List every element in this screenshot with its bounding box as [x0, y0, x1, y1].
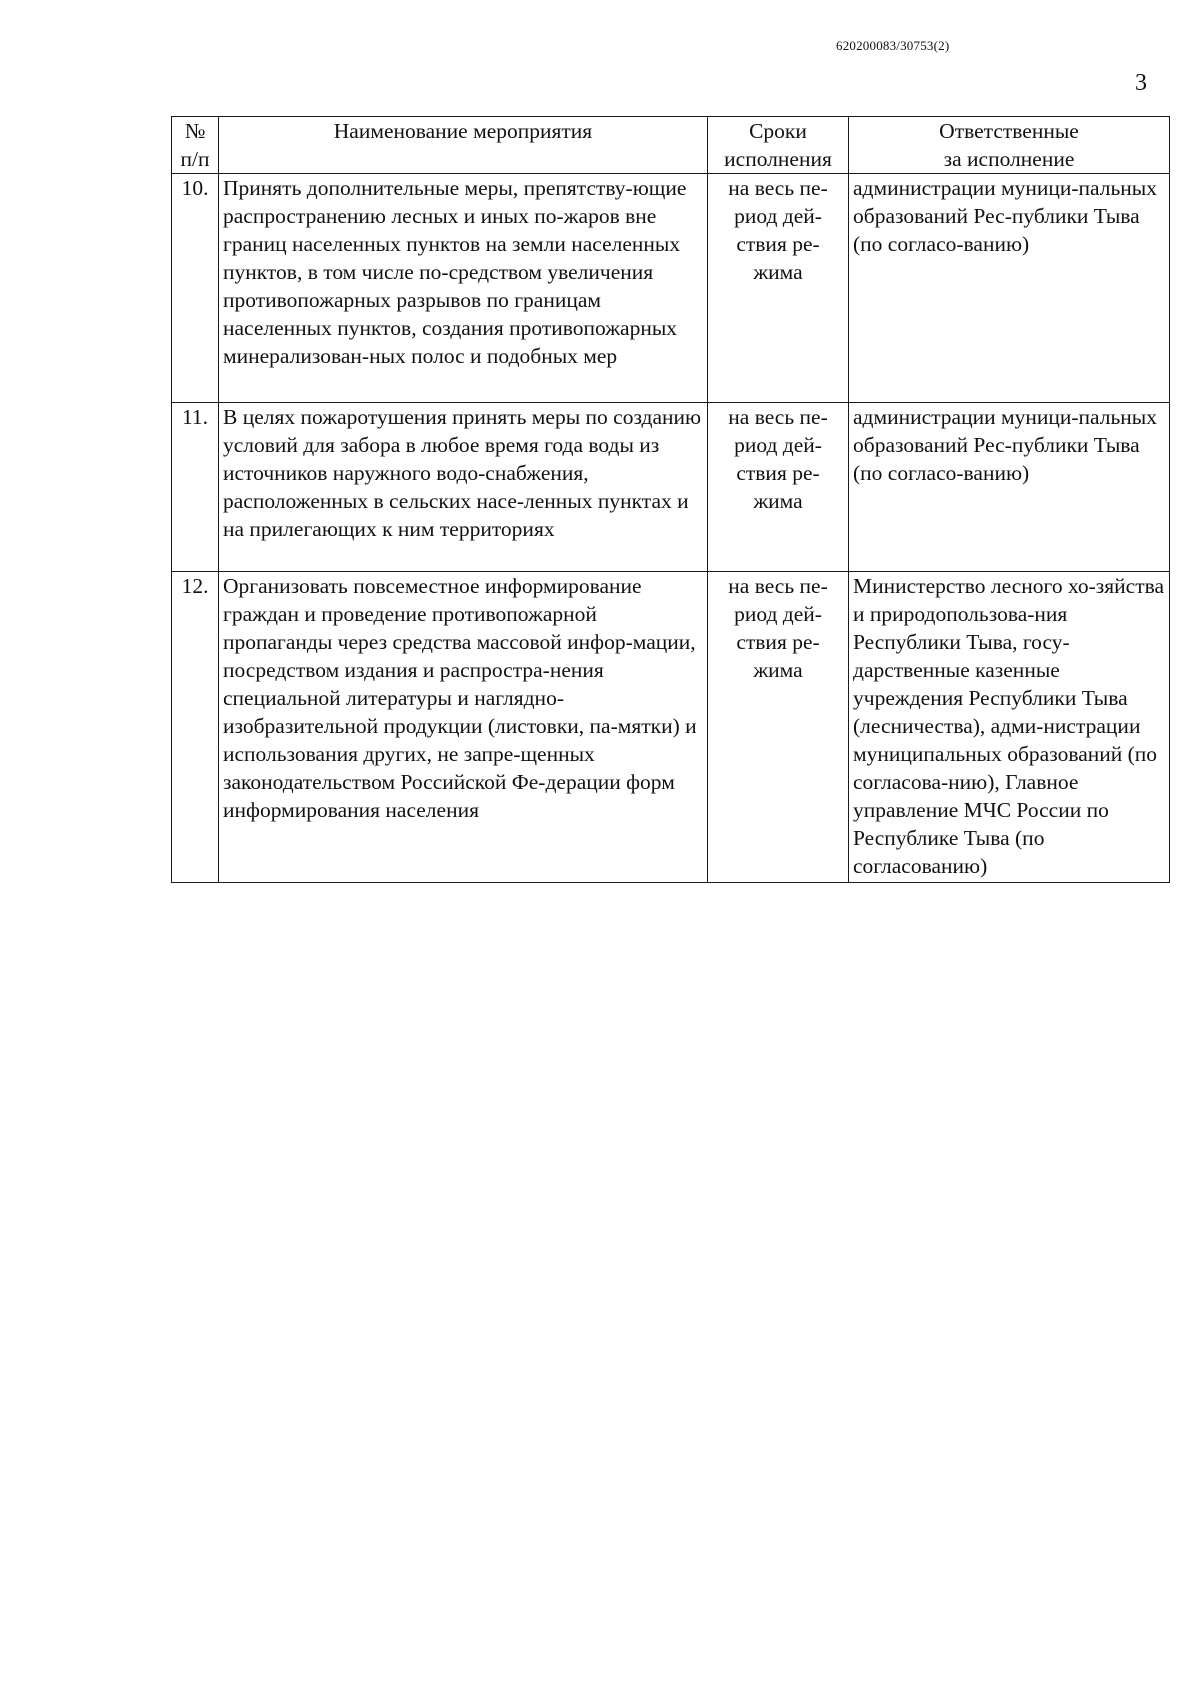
header-name	[219, 117, 708, 174]
table-body	[172, 174, 1170, 883]
row-measure-name: В целях пожаротушения принять меры по созданию условий для забора в любое время года воды из источников наружного водо-снабжения, расположенных в сельских насе-ленных пунктах и на прилегающих к ним территориях	[219, 403, 708, 572]
header-responsible	[849, 117, 1170, 174]
document-code: 620200083/30753(2)	[836, 38, 950, 53]
header-name-label: Наименование мероприятия	[333, 119, 593, 143]
table-header	[172, 117, 1170, 174]
row-responsible: администрации муници-пальных образований Рес-публики Тыва (по согласо-ванию)	[849, 403, 1170, 572]
row-term: на весь пе-риод дей-ствия ре-жима	[708, 403, 849, 572]
header-number	[172, 117, 219, 174]
row-number: 12.	[172, 572, 219, 883]
table-row	[172, 572, 1170, 883]
measures-table	[171, 116, 1170, 883]
table-row	[172, 403, 1170, 572]
header-term-line1: Сроки	[749, 119, 807, 143]
header-responsible-line2: за исполнение	[943, 147, 1075, 171]
row-measure-name: Организовать повсеместное информирование граждан и проведение противопожарной пропаганды через средства массовой инфор-мации, посредством издания и распростра-нения специальной литературы и наглядно-изобразительной продукции (листовки, па-мятки) и использования других, не запре-щенных законодательством Российской Фе-дерации форм информирования населения	[219, 572, 708, 883]
page-number: 3	[1135, 70, 1147, 96]
row-term: на весь пе-риод дей-ствия ре-жима	[708, 174, 849, 403]
row-measure-name: Принять дополнительные меры, препятству-ющие распространению лесных и иных по-жаров вне границ населенных пунктов на земли населенных пунктов, в том числе по-средством увеличения противопожарных разрывов по границам населенных пунктов, создания противопожарных минерализован-ных полос и подобных мер	[219, 174, 708, 403]
header-responsible-line1: Ответственные	[939, 119, 1079, 143]
header-term	[708, 117, 849, 174]
header-row	[172, 117, 1170, 174]
header-term-line2: исполнения	[724, 147, 832, 171]
row-number: 10.	[172, 174, 219, 403]
row-number: 11.	[172, 403, 219, 572]
row-term: на весь пе-риод дей-ствия ре-жима	[708, 572, 849, 883]
table-row	[172, 174, 1170, 403]
header-number-line1: №	[184, 119, 206, 143]
row-responsible: Министерство лесного хо-зяйства и природопользова-ния Республики Тыва, госу-дарственные казенные учреждения Республики Тыва (лесничества), адми-нистрации муниципальных образований (по согласова-нию), Главное управление МЧС России по Республике Тыва (по согласованию)	[849, 572, 1170, 883]
header-number-line2: п/п	[180, 147, 210, 171]
row-responsible: администрации муници-пальных образований Рес-публики Тыва (по согласо-ванию)	[849, 174, 1170, 403]
